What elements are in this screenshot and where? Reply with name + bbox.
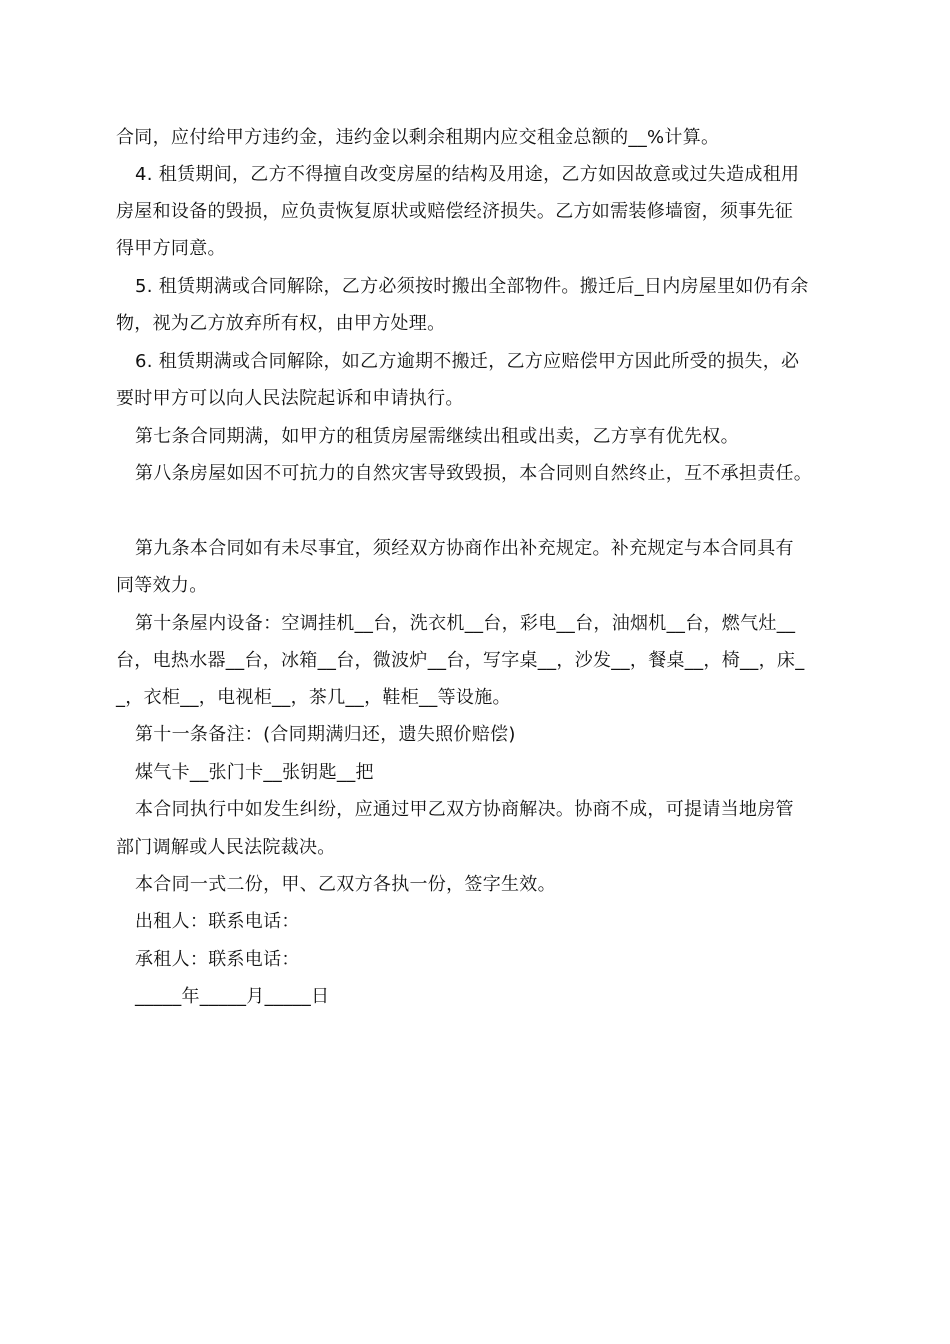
paragraph-line: 物，视为乙方放弃所有权，由甲方处理。 [116, 313, 446, 334]
paragraph-line: 第七条合同期满，如甲方的租赁房屋需继续出租或出卖，乙方享有优先权。 [135, 426, 739, 447]
paragraph-line: 本合同执行中如发生纠纷，应通过甲乙双方协商解决。协商不成，可提请当地房管 [135, 799, 794, 820]
paragraph-line: 第八条房屋如因不可抗力的自然灾害导致毁损，本合同则自然终止，互不承担责任。 [135, 463, 813, 484]
paragraph-line: 合同，应付给甲方违约金，违约金以剩余租期内应交租金总额的__%计算。 [116, 127, 720, 148]
paragraph-line: 房屋和设备的毁损，应负责恢复原状或赔偿经济损失。乙方如需装修墙窗，须事先征 [116, 201, 794, 222]
paragraph-line: 同等效力。 [116, 575, 208, 596]
paragraph-line: 4. 租赁期间，乙方不得擅自改变房屋的结构及用途，乙方如因故意或过失造成租用 [135, 164, 800, 185]
paragraph-line: 要时甲方可以向人民法院起诉和申请执行。 [116, 388, 464, 409]
paragraph-line: 煤气卡__张门卡__张钥匙__把 [135, 762, 374, 783]
paragraph-line: 第十条屋内设备：空调挂机__台，洗衣机__台，彩电__台，油烟机__台，燃气灶__ [135, 613, 796, 634]
date-line: _____年_____月_____日 [135, 986, 330, 1007]
paragraph-line: 部门调解或人民法院裁决。 [116, 837, 336, 858]
paragraph-line: 台，电热水器__台，冰箱__台，微波炉__台，写字桌__，沙发__，餐桌__，椅__，床_ [116, 650, 805, 671]
paragraph-line: _，衣柜__，电视柜__，茶几__，鞋柜__等设施。 [116, 687, 511, 708]
paragraph-line: 第九条本合同如有未尽事宜，须经双方协商作出补充规定。补充规定与本合同具有 [135, 538, 794, 559]
paragraph-line: 得甲方同意。 [116, 238, 226, 259]
paragraph-line: 6. 租赁期满或合同解除，如乙方逾期不搬迁，乙方应赔偿甲方因此所受的损失，必 [135, 351, 800, 372]
paragraph-line: 本合同一式二份，甲、乙双方各执一份，签字生效。 [135, 874, 556, 895]
paragraph-line: 5. 租赁期满或合同解除，乙方必须按时搬出全部物件。搬迁后_日内房屋里如仍有余 [135, 276, 809, 297]
signature-lessee-line: 承租人：联系电话： [135, 949, 300, 970]
signature-lessor-line: 出租人：联系电话： [135, 911, 300, 932]
paragraph-line: 第十一条备注：(合同期满归还，遗失照价赔偿) [135, 724, 516, 745]
